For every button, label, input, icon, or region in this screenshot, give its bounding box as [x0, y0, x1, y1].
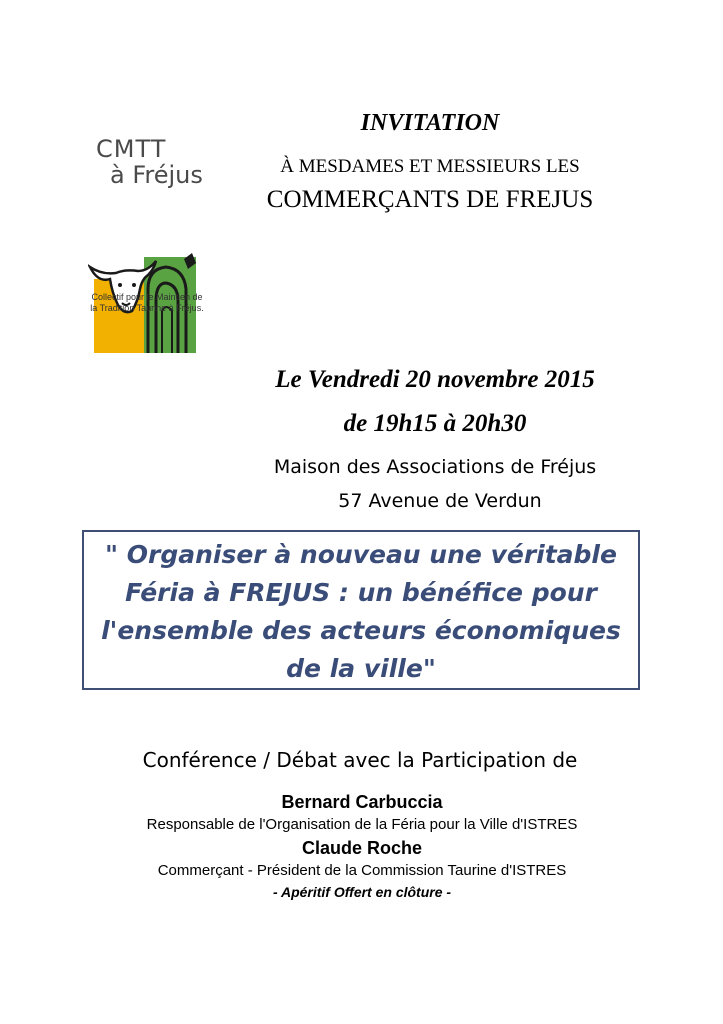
speaker-role: Commerçant - Président de la Commission Taurine d'ISTRES — [157, 862, 567, 879]
logo-caption-line2: la Tradition Taurine à Fréjus. — [90, 303, 204, 313]
cmtt-logo — [88, 132, 206, 322]
quote-line4: de la ville" — [286, 654, 436, 683]
logo-title: CMTT — [96, 135, 167, 163]
addressee-line2: COMMERÇANTS DE FREJUS — [266, 186, 594, 213]
invitation-heading: INVITATION — [360, 110, 500, 136]
quote-line3: l'ensemble des acteurs économiques — [101, 616, 621, 645]
quote-box — [82, 530, 640, 690]
logo-caption-line1: Collectif pour le Maintien de — [91, 292, 203, 302]
quote-line2: Féria à FREJUS : un bénéfice pour — [125, 578, 597, 607]
addressee-line1: À MESDAMES ET MESSIEURS LES — [280, 156, 580, 177]
speaker-name: Claude Roche — [301, 838, 423, 858]
aperitif-note: - Apéritif Offert en clôture - — [272, 884, 452, 900]
speaker-role: Responsable de l'Organisation de la Féria pour la Ville d'ISTRES — [146, 816, 578, 833]
logo-caption — [88, 292, 206, 314]
conference-heading: Conférence / Débat avec la Participation de — [142, 748, 578, 772]
speaker-name: Bernard Carbuccia — [281, 792, 443, 812]
quote-text — [84, 536, 638, 688]
quote-line1: " Organiser à nouveau une véritable — [105, 540, 617, 569]
event-venue: Maison des Associations de Fréjus — [273, 456, 597, 478]
event-address: 57 Avenue de Verdun — [338, 490, 542, 512]
event-time: de 19h15 à 20h30 — [343, 410, 527, 437]
event-date: Le Vendredi 20 novembre 2015 — [275, 366, 595, 393]
logo-subtitle: à Fréjus — [110, 161, 203, 189]
